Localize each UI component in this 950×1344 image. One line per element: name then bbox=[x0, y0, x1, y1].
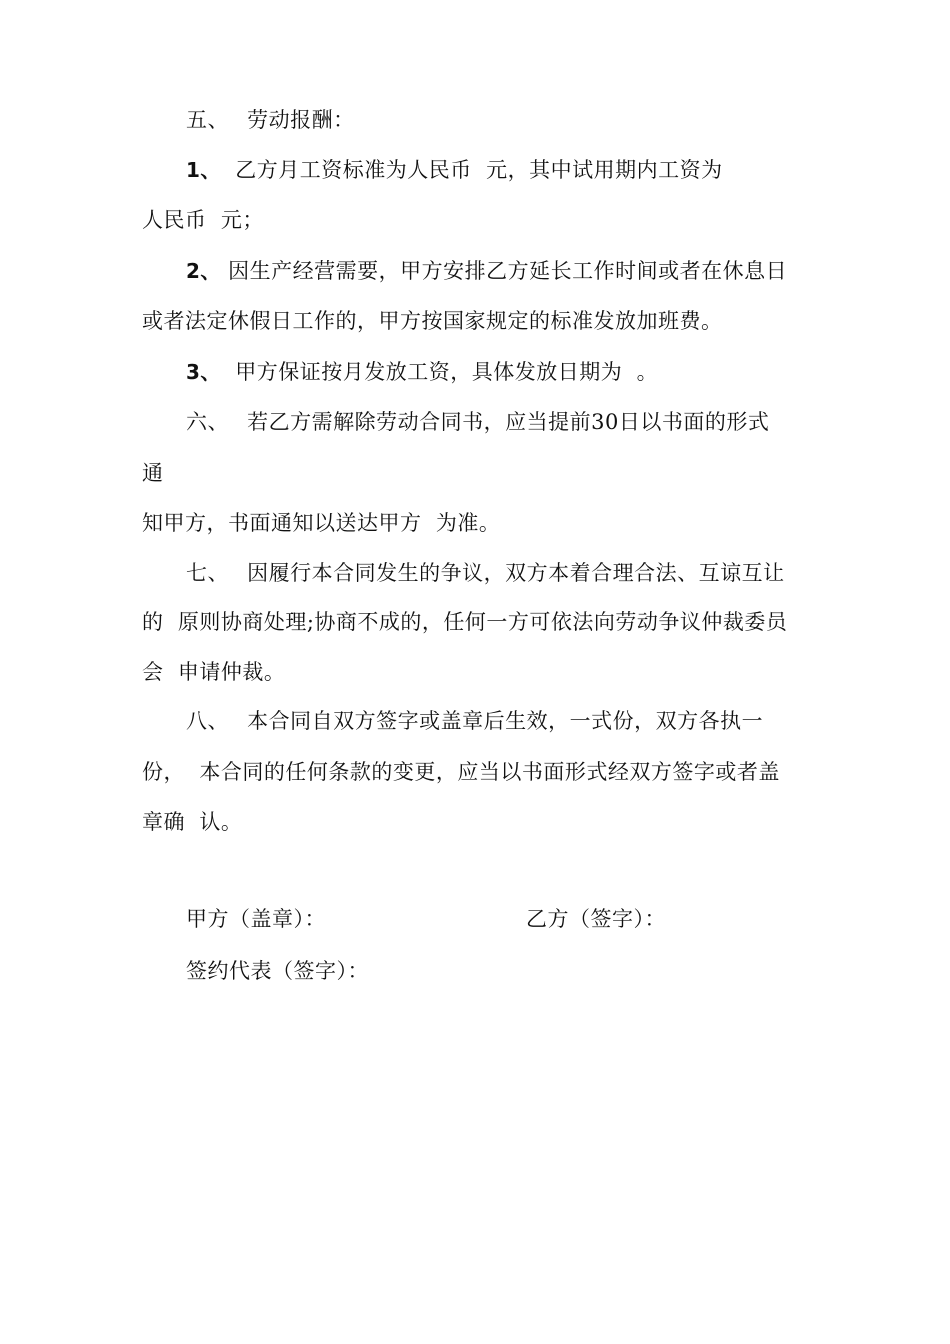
section5-heading: 五、 劳动报酬： bbox=[186, 108, 355, 132]
party-a-seal-label: 甲方（盖章）： bbox=[186, 907, 326, 931]
item1-text: 乙方月工资标准为人民币 元，其中试用期内工资为 bbox=[235, 158, 723, 182]
section7-line3: 会 申请仲裁。 bbox=[142, 660, 286, 684]
section6-line2: 通 bbox=[142, 461, 164, 485]
item1-number: 1、 bbox=[186, 158, 221, 182]
section7-line1: 七、 因履行本合同发生的争议，双方本着合理合法、互谅互让 bbox=[186, 561, 785, 585]
section5-item3-line1 bbox=[186, 358, 658, 386]
section8-line3: 章确 认。 bbox=[142, 810, 243, 834]
section7-line2: 的 原则协商处理;协商不成的，任何一方可依法向劳动争议仲裁委员 bbox=[142, 610, 788, 634]
item3-number: 3、 bbox=[186, 360, 221, 384]
section8-line1: 八、 本合同自双方签字或盖章后生效，一式份，双方各执一 bbox=[186, 709, 764, 733]
section5-item2-line1 bbox=[186, 257, 787, 285]
representative-signature-label: 签约代表（签字）： bbox=[186, 959, 369, 983]
party-b-signature-label: 乙方（签字）： bbox=[526, 907, 666, 931]
section5-item1-line1 bbox=[186, 156, 723, 184]
section5-item1-line2: 人民币 元； bbox=[142, 208, 264, 232]
section6-line3: 知甲方，书面通知以送达甲方 为准。 bbox=[142, 511, 501, 535]
section6-line1: 六、 若乙方需解除劳动合同书，应当提前30日以书面的形式 bbox=[186, 410, 770, 434]
item2-text: 因生产经营需要，甲方安排乙方延长工作时间或者在休息日 bbox=[228, 259, 788, 283]
item2-number: 2、 bbox=[186, 259, 221, 283]
section8-line2: 份， 本合同的任何条款的变更，应当以书面形式经双方签字或者盖 bbox=[142, 760, 780, 784]
section5-item2-line2: 或者法定休假日工作的，甲方按国家规定的标准发放加班费。 bbox=[142, 309, 723, 333]
item3-text: 甲方保证按月发放工资，具体发放日期为 。 bbox=[235, 360, 659, 384]
